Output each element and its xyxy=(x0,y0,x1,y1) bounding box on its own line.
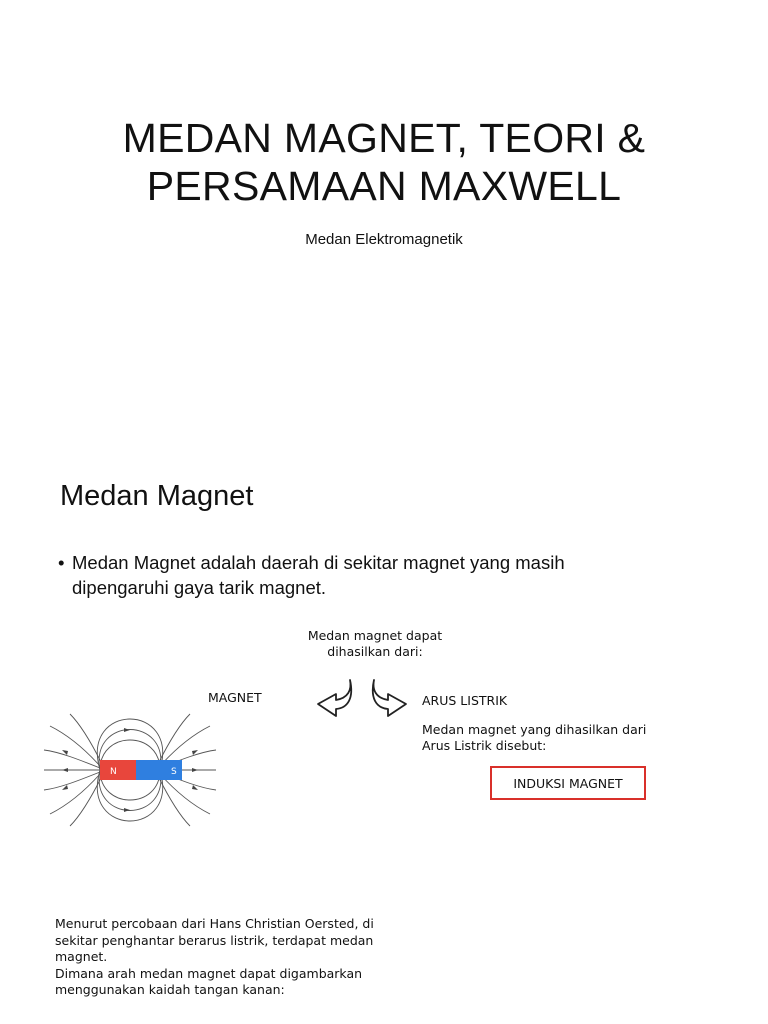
oersted-line-3: magnet. xyxy=(55,949,108,964)
bar-magnet-field-diagram xyxy=(40,710,220,830)
induksi-description xyxy=(422,722,684,754)
bullet-list xyxy=(58,550,698,600)
oersted-line-4: Dimana arah medan magnet dapat digambarkan xyxy=(55,965,363,981)
oersted-line-2: sekitar penghantar berarus listrik, terdapat medan xyxy=(55,932,374,948)
title-slide xyxy=(0,0,768,432)
figure-source-title xyxy=(280,628,470,660)
title-line-1: MEDAN MAGNET, TEORI & xyxy=(122,115,646,161)
north-pole-label: N xyxy=(110,767,117,777)
title-line-2: PERSAMAAN MAXWELL xyxy=(146,163,622,209)
induksi-line-2: Arus Listrik disebut: xyxy=(422,738,547,753)
bullet-text-line-2: dipengaruhi gaya tarik magnet. xyxy=(72,577,327,598)
bullet-text-line-1: Medan Magnet adalah daerah di sekitar magnet yang masih xyxy=(72,552,565,573)
left-curved-arrow-icon xyxy=(318,680,351,716)
label-magnet: MAGNET xyxy=(208,690,262,705)
label-arus-listrik: ARUS LISTRIK xyxy=(422,693,508,708)
oersted-line-5: menggunakan kaidah tangan kanan: xyxy=(55,982,285,997)
curved-arrows-icon xyxy=(312,676,412,720)
slide-title xyxy=(40,114,728,210)
north-pole xyxy=(100,760,136,780)
oersted-description xyxy=(55,916,415,999)
slide-heading: Medan Magnet xyxy=(60,480,254,512)
content-slide xyxy=(0,432,768,1024)
slide-subtitle: Medan Elektromagnetik xyxy=(305,231,463,248)
source-line-1: Medan magnet dapat xyxy=(307,628,443,643)
bullet-dot: • xyxy=(58,552,65,573)
source-line-2: dihasilkan dari: xyxy=(327,644,423,659)
induksi-line-1: Medan magnet yang dihasilkan dari xyxy=(422,722,647,737)
south-pole-label: S xyxy=(171,767,177,777)
induksi-magnet-box: INDUKSI MAGNET xyxy=(490,766,646,800)
bullet-item xyxy=(58,550,698,600)
oersted-line-1: Menurut percobaan dari Hans Christian Oersted, di xyxy=(55,916,374,931)
right-curved-arrow-icon xyxy=(373,680,406,716)
